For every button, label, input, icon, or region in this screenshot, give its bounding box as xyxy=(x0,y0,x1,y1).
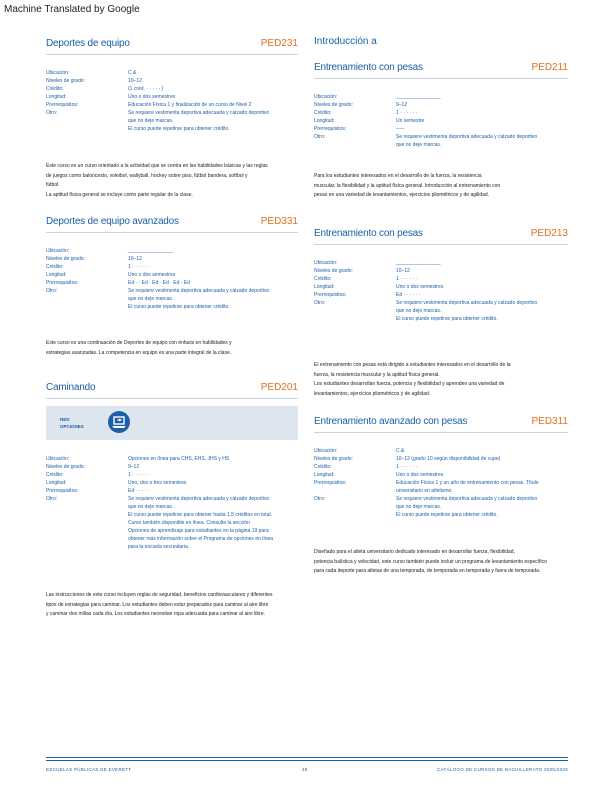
detail-value: Opciones en línea para CHS, EHS, JHS y HS xyxy=(128,456,230,462)
course-details xyxy=(314,259,568,323)
detail-row xyxy=(314,471,568,479)
detail-label: Longitud: xyxy=(314,472,335,478)
course-code: PED311 xyxy=(531,416,568,427)
course-details xyxy=(314,93,568,149)
detail-label: Ubicación: xyxy=(314,260,338,266)
detail-value: Uno o dos semestres xyxy=(396,284,444,290)
course-description xyxy=(46,339,298,358)
course-title: Entrenamiento con pesas xyxy=(314,62,423,73)
course-description xyxy=(314,361,568,399)
detail-row xyxy=(46,527,298,535)
detail-label xyxy=(46,527,128,535)
course-details xyxy=(314,447,568,519)
detail-label xyxy=(46,511,128,519)
detail-value: Se requiere vestimenta deportiva adecuada y calzado deportivo xyxy=(128,288,270,294)
description-line: pesas en una variedad de levantamientos, ejercicios pliométricos y de agilidad. xyxy=(314,192,490,198)
detail-row xyxy=(46,109,298,117)
detail-value: 10–12 xyxy=(396,268,410,274)
detail-row xyxy=(46,295,298,303)
detail-row xyxy=(314,487,568,495)
course-code: PED213 xyxy=(530,228,568,239)
detail-label: Ubicación: xyxy=(314,448,338,454)
detail-value: ________________ xyxy=(396,94,441,100)
description-line: fuerza, la resistencia muscular y la aptitud física general. xyxy=(314,371,440,378)
online-options-banner xyxy=(46,406,298,440)
detail-value: Uno o dos semestres xyxy=(128,94,176,100)
detail-row xyxy=(314,125,568,133)
description-line: Para los estudiantes interesados en el desarrollo de la fuerza, la resistencia xyxy=(314,173,482,179)
detail-label: Crédito: xyxy=(46,86,64,92)
detail-label: Otro: xyxy=(314,300,326,306)
detail-row xyxy=(314,117,568,125)
detail-row xyxy=(314,283,568,291)
detail-row xyxy=(46,503,298,511)
detail-label xyxy=(314,503,396,511)
detail-row xyxy=(46,455,298,463)
detail-row xyxy=(314,259,568,267)
section-intro xyxy=(314,36,568,47)
detail-row xyxy=(46,271,298,279)
footer-rule xyxy=(46,760,568,761)
detail-value: El curso puede repetirse para obtener crédito. xyxy=(128,126,230,132)
detail-row xyxy=(46,519,298,527)
detail-row xyxy=(314,495,568,503)
detail-row xyxy=(46,69,298,77)
description-line: Los estudiantes desarrollan fuerza, potencia y flexibilidad y aprenden una variedad de xyxy=(314,381,505,387)
detail-value: Uno, dos o tres semestres xyxy=(128,480,187,486)
detail-row xyxy=(46,101,298,109)
detail-value: 10–12 xyxy=(128,256,142,262)
detail-row xyxy=(314,299,568,307)
section-pesas-213 xyxy=(314,226,568,323)
detail-value: ----- xyxy=(396,126,405,132)
detail-row xyxy=(46,543,298,551)
detail-value: ________________ xyxy=(396,260,441,266)
detail-value: El curso puede repetirse para obtener hasta 1,5 créditos en total. xyxy=(128,512,272,518)
detail-value: C.& xyxy=(396,448,405,454)
section-deportes-equipo xyxy=(46,36,298,133)
detail-row xyxy=(314,315,568,323)
detail-value: El curso puede repetirse para obtener crédito. xyxy=(396,512,498,518)
detail-value: Se requiere vestimenta deportiva adecuada y calzado deportivo xyxy=(128,110,270,116)
detail-label: Prerrequisitos: xyxy=(314,480,347,486)
detail-value: Un semestre xyxy=(396,118,425,124)
detail-value: 1 · · · · · · xyxy=(396,276,418,282)
detail-value: obtener más información sobre el Programa de opciones en línea xyxy=(128,536,274,542)
detail-label: Otro: xyxy=(46,110,58,116)
detail-row xyxy=(314,463,568,471)
online-options-label xyxy=(60,416,84,430)
description-line: Este curso es un curso orientado a la actividad que se centra en las habilidades básicas y las reglas xyxy=(46,163,268,169)
detail-value: Curso también disponible en línea. Consulte la sección xyxy=(128,520,250,526)
detail-label: Crédito: xyxy=(314,464,332,470)
detail-label: Prerrequisitos: xyxy=(314,126,347,132)
detail-label xyxy=(46,295,128,303)
detail-row xyxy=(46,125,298,133)
description-line: Diseñado para el atleta universitario dedicado interesado en desarrollar fuerza, flexibilidad, xyxy=(314,549,515,555)
detail-row xyxy=(314,267,568,275)
section-header xyxy=(314,60,568,79)
detail-value: universitario en atletismo. xyxy=(396,488,453,494)
description-line: tipos de estrategias para caminar. Los estudiantes deben estar preparados para caminar al aire libre xyxy=(46,601,269,608)
detail-row xyxy=(314,93,568,101)
section-header xyxy=(46,380,298,399)
detail-label: Ubicación: xyxy=(314,94,338,100)
course-title: Deportes de equipo avanzados xyxy=(46,216,179,227)
detail-label xyxy=(46,519,128,527)
detail-row xyxy=(46,303,298,311)
detail-value: Uno o dos semestres xyxy=(396,472,444,478)
detail-label: Prerrequisitos: xyxy=(314,292,347,298)
description-line: potencia balística y velocidad, este curso también puede incluir un programa de levantamiento específico xyxy=(314,558,547,565)
detail-row xyxy=(314,275,568,283)
detail-row xyxy=(46,471,298,479)
section-caminando xyxy=(46,380,298,551)
detail-label: Longitud: xyxy=(46,480,67,486)
detail-value: 10–12 (grado 10 según disponibilidad de cupo) xyxy=(396,456,501,462)
detail-row xyxy=(46,535,298,543)
banner-label-1: RED xyxy=(60,417,70,422)
detail-label: Otro: xyxy=(46,496,58,502)
detail-label: Niveles de grado: xyxy=(314,102,353,108)
detail-label: Longitud: xyxy=(46,94,67,100)
detail-row xyxy=(46,495,298,503)
description-line: para cada deporte para atletas de una temporada, de temporada en temporada y fuera de temporada. xyxy=(314,568,541,574)
detail-label xyxy=(314,487,396,495)
course-code: PED201 xyxy=(260,382,298,393)
detail-value: para la escuela secundaria. xyxy=(128,544,190,550)
description-line: estrategias avanzadas. La competencia en equipo es una parte integral de la clase. xyxy=(46,349,232,356)
detail-label: Otro: xyxy=(46,288,58,294)
course-code: PED231 xyxy=(260,38,298,49)
detail-row xyxy=(314,479,568,487)
detail-row xyxy=(46,287,298,295)
description-line: de juegos como baloncesto, voleibol, wallyball, hockey sobre piso, fútbol bandera, softbol y xyxy=(46,172,248,179)
detail-label xyxy=(46,535,128,543)
detail-row xyxy=(46,117,298,125)
detail-value: Ed · · · · · · xyxy=(396,292,421,298)
section-deportes-avanzados xyxy=(46,214,298,311)
detail-value: 9–12 xyxy=(128,464,140,470)
detail-label: Longitud: xyxy=(46,272,67,278)
detail-row xyxy=(46,463,298,471)
detail-value: 10–12 xyxy=(128,78,142,84)
banner-label-2: OPCIONES xyxy=(60,424,84,429)
detail-row xyxy=(46,255,298,263)
detail-label xyxy=(46,117,128,125)
detail-value: Se requiere vestimenta deportiva adecuada y calzado deportivo xyxy=(396,300,538,306)
detail-value: (1 créd. · · · · · ) xyxy=(128,86,164,92)
detail-value: Se requiere vestimenta deportiva adecuada y calzado deportivo xyxy=(128,496,270,502)
detail-label: Niveles de grado: xyxy=(46,464,85,470)
detail-row xyxy=(314,511,568,519)
detail-row xyxy=(46,85,298,93)
section-header xyxy=(46,36,298,55)
detail-row xyxy=(314,109,568,117)
detail-row xyxy=(46,487,298,495)
detail-value: 1 · · · · · · xyxy=(396,110,418,116)
detail-row xyxy=(314,455,568,463)
detail-label xyxy=(314,307,396,315)
description-line: La aptitud física general se incluye como parte regular de la clase. xyxy=(46,191,193,198)
detail-label: Prerrequisitos: xyxy=(46,102,79,108)
detail-value: Ed · · Ed · Ed · Ed · Ed · Ed xyxy=(128,280,190,286)
course-details xyxy=(46,455,298,551)
detail-row xyxy=(46,93,298,101)
detail-row xyxy=(46,479,298,487)
detail-label: Ubicación: xyxy=(46,70,70,76)
section-header xyxy=(314,226,568,245)
detail-row xyxy=(314,307,568,315)
detail-label: Longitud: xyxy=(314,118,335,124)
detail-label: Longitud: xyxy=(314,284,335,290)
detail-value: Educación Física 1 y finalización de un curso de Nivel 2 xyxy=(128,102,252,108)
course-description xyxy=(46,591,298,620)
detail-value: que no deje marcas. xyxy=(128,118,174,124)
detail-label: Niveles de grado: xyxy=(46,78,85,84)
detail-value: que no deje marcas. xyxy=(396,504,442,510)
detail-label: Crédito: xyxy=(46,264,64,270)
detail-row xyxy=(314,503,568,511)
section-pesas xyxy=(314,60,568,149)
detail-value: que no deje marcas. xyxy=(128,296,174,302)
detail-label xyxy=(314,315,396,323)
detail-label: Crédito: xyxy=(314,276,332,282)
detail-value: que no deje marcas. xyxy=(128,504,174,510)
detail-value: 1 · · · · · · xyxy=(128,264,150,270)
detail-label: Prerrequisitos: xyxy=(46,488,79,494)
detail-value: 1 · · · · · · xyxy=(128,472,150,478)
description-line: El entrenamiento con pesas está dirigido a estudiantes interesados en el desarrollo de la xyxy=(314,362,511,368)
detail-label: Niveles de grado: xyxy=(46,256,85,262)
detail-value: 1 · · · · · · xyxy=(396,464,418,470)
description-line: Este curso es una continuación de Deportes de equipo con énfasis en habilidades y xyxy=(46,340,232,346)
detail-row xyxy=(314,447,568,455)
detail-label xyxy=(314,141,396,149)
detail-row xyxy=(46,77,298,85)
detail-value: ________________ xyxy=(128,248,173,254)
detail-value: 9–12 xyxy=(396,102,408,108)
section-pesas-avanzado xyxy=(314,414,568,519)
description-line: fútbol. xyxy=(46,182,60,188)
page-number: 49 xyxy=(302,767,308,772)
detail-value: Se requiere vestimenta deportiva adecuada y calzado deportivo xyxy=(396,134,538,140)
course-title: Entrenamiento avanzado con pesas xyxy=(314,416,468,427)
detail-value: que no deje marcas. xyxy=(396,308,442,314)
intro-heading: Introducción a xyxy=(314,36,377,47)
footer-school: ESCUELAS PÚBLICAS DE EVERETT xyxy=(46,767,132,772)
detail-value: El curso puede repetirse para obtener crédito. xyxy=(128,304,230,310)
detail-label: Prerrequisitos: xyxy=(46,280,79,286)
course-title: Deportes de equipo xyxy=(46,38,130,49)
course-title: Caminando xyxy=(46,382,96,393)
machine-translated-watermark: Machine Translated by Google xyxy=(4,4,140,15)
detail-label xyxy=(314,511,396,519)
detail-row xyxy=(314,133,568,141)
detail-label: Crédito: xyxy=(314,110,332,116)
detail-label: Ubicación: xyxy=(46,456,70,462)
detail-label xyxy=(46,125,128,133)
detail-value: Ed · · · · · xyxy=(128,488,150,494)
detail-value: que no deje marcas. xyxy=(396,142,442,148)
detail-row xyxy=(46,247,298,255)
detail-value: Educación Física 1 y un año de entrenamiento con pesas. Título xyxy=(396,480,539,486)
detail-label: Otro: xyxy=(314,134,326,140)
footer-catalog-title: CATÁLOGO DE CURSOS DE BACHILLERATO 2025/2026 xyxy=(437,767,568,772)
course-description xyxy=(314,172,568,201)
detail-label xyxy=(46,543,128,551)
section-header xyxy=(314,414,568,433)
section-header xyxy=(46,214,298,233)
footer-rule xyxy=(46,757,568,758)
detail-label xyxy=(46,503,128,511)
course-code: PED331 xyxy=(260,216,298,227)
course-details xyxy=(46,247,298,311)
detail-row xyxy=(46,263,298,271)
detail-value: Uno o dos semestres xyxy=(128,272,176,278)
detail-label: Otro: xyxy=(314,496,326,502)
detail-row xyxy=(314,141,568,149)
detail-value: Opciones de aprendizaje para estudiantes en la página 19 para xyxy=(128,528,269,534)
detail-value: Se requiere vestimenta deportiva adecuada y calzado deportivo xyxy=(396,496,538,502)
detail-label: Crédito: xyxy=(46,472,64,478)
detail-value: C.& xyxy=(128,70,137,76)
description-line: levantamientos, ejercicios pliométricos y de agilidad. xyxy=(314,390,431,397)
online-laptop-icon xyxy=(108,411,130,433)
detail-label: Niveles de grado: xyxy=(314,268,353,274)
course-description xyxy=(46,162,298,200)
detail-label: Ubicación: xyxy=(46,248,70,254)
description-line: muscular, la flexibilidad y la aptitud física general. Introducción al entrenamiento con xyxy=(314,182,501,189)
detail-label xyxy=(46,303,128,311)
detail-row xyxy=(46,279,298,287)
course-description xyxy=(314,548,568,577)
detail-row xyxy=(46,511,298,519)
course-details xyxy=(46,69,298,133)
detail-value: El curso puede repetirse para obtener crédito. xyxy=(396,316,498,322)
detail-label: Niveles de grado: xyxy=(314,456,353,462)
course-code: PED211 xyxy=(531,62,568,73)
detail-row xyxy=(314,291,568,299)
course-title: Entrenamiento con pesas xyxy=(314,228,423,239)
detail-row xyxy=(314,101,568,109)
description-line: Las instrucciones de este curso incluyen reglas de seguridad, beneficios cardiovasculares y diferentes xyxy=(46,592,273,598)
description-line: y caminar dos millas cada día. Los estudiantes necesitan ropa adecuada para caminar al aire libre. xyxy=(46,611,266,617)
